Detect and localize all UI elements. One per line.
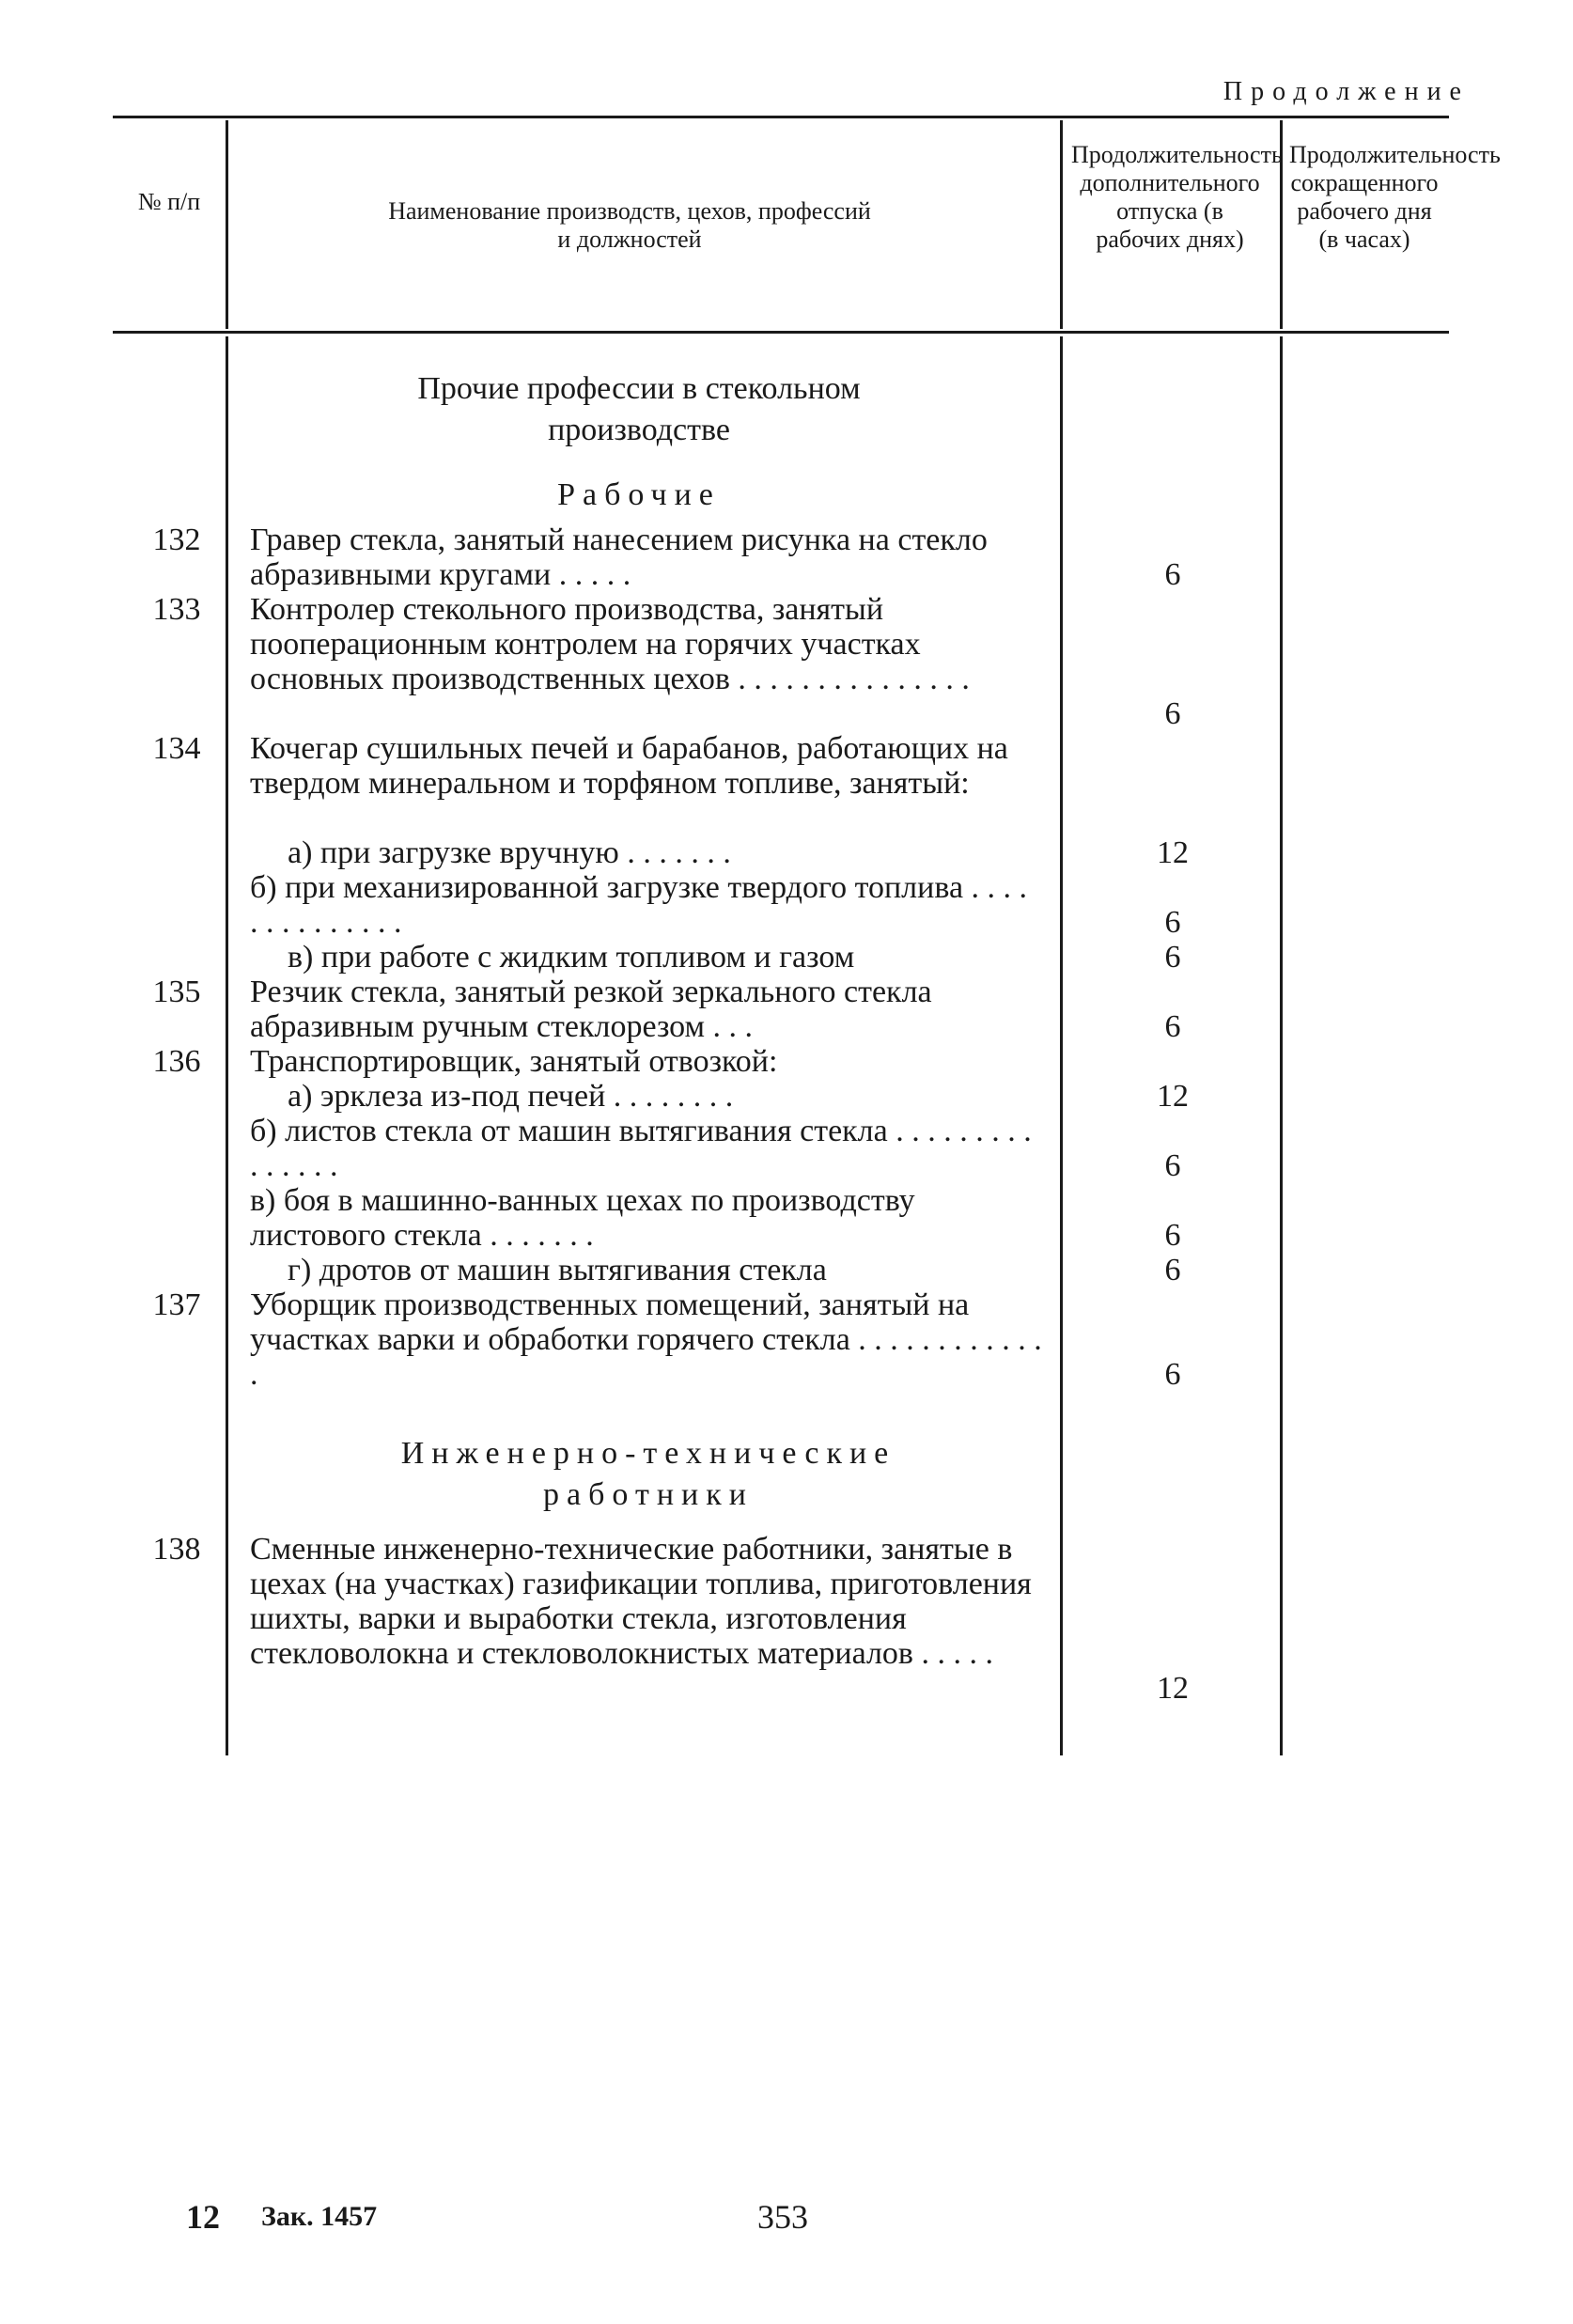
- body-divider-1: [226, 336, 228, 1755]
- order-number: Зак. 1457: [261, 2201, 378, 2232]
- leave-days-value: 6: [1164, 1253, 1181, 1287]
- leave-days-value: 6: [1164, 1148, 1181, 1183]
- leave-days-value: 6: [1164, 1218, 1181, 1253]
- row-number: 136: [152, 1044, 201, 1079]
- subsection-workers: Рабочие: [557, 477, 721, 512]
- row-number: 134: [152, 731, 201, 766]
- leave-days-value: 6: [1164, 1009, 1181, 1044]
- leave-days-value: 6: [1164, 696, 1181, 731]
- subsection-engineers: Инженерно-технические работники: [400, 1436, 896, 1513]
- row-text: а) при загрузке вручную . . . . . . .: [288, 835, 731, 870]
- row-number: 138: [152, 1532, 201, 1567]
- continuation-label: Продолжение: [1223, 77, 1470, 106]
- table-top-rule: [113, 116, 1449, 118]
- body-divider-2: [1060, 336, 1063, 1755]
- leave-days-value: 12: [1157, 835, 1189, 870]
- row-text: Кочегар сушильных печей и барабанов, работающих на твердом минеральном и торфяном топливе, занятый:: [250, 731, 1008, 801]
- row-text: Сменные инженерно-технические работники, занятые в цехах (на участках) газификации топлива, приготовления шихты, варки и выработки стекла, изготовления стекловолокна и стекловолокнистых материалов . . . . .: [250, 1532, 1032, 1671]
- leave-days-value: 6: [1164, 905, 1181, 940]
- leave-days-value: 6: [1164, 1357, 1181, 1392]
- row-text: Контролер стекольного производства, занятый пооперационным контролем на горячих участках основных производственных цехов . . . . . . . . . . . . . . .: [250, 592, 970, 696]
- header-leave: Продолжительность дополнительного отпуска (в рабочих днях): [1071, 141, 1283, 253]
- leave-days-value: 6: [1164, 557, 1181, 592]
- header-name: Наименование производств, цехов, профессий и должностей: [388, 197, 871, 253]
- leave-days-value: 6: [1164, 940, 1181, 975]
- row-text: б) при механизированной загрузке твердого топлива . . . . . . . . . . . . . .: [250, 870, 1028, 940]
- row-text: Гравер стекла, занятый нанесением рисунка на стекло абразивными кругами . . . . .: [250, 523, 988, 592]
- header-number: № п/п: [137, 188, 201, 215]
- header-divider-1: [226, 120, 228, 329]
- row-number: 133: [152, 592, 201, 627]
- row-number: 137: [152, 1287, 201, 1322]
- leave-days-value: 12: [1157, 1671, 1189, 1706]
- row-number: 135: [152, 975, 201, 1009]
- section-title: Прочие профессии в стекольном производстве: [417, 371, 861, 448]
- row-text: Уборщик производственных помещений, занятый на участках варки и обработки горячего стекла . . . . . . . . . . . . .: [250, 1287, 1042, 1392]
- row-text: Транспортировщик, занятый отвозкой:: [250, 1044, 778, 1079]
- table-header-rule: [113, 331, 1449, 334]
- row-text: г) дротов от машин вытягивания стекла: [288, 1253, 827, 1287]
- leave-days-value: 12: [1157, 1079, 1189, 1114]
- header-divider-2: [1060, 120, 1063, 329]
- sheet-number: 12: [186, 2198, 220, 2236]
- header-short-day: Продолжительность сокращенного рабочего дня (в часах): [1289, 141, 1501, 253]
- body-divider-3: [1280, 336, 1283, 1755]
- row-text: б) листов стекла от машин вытягивания стекла . . . . . . . . . . . . . . .: [250, 1114, 1032, 1183]
- row-text: а) эрклеза из-под печей . . . . . . . .: [288, 1079, 734, 1114]
- page-number: 353: [757, 2198, 808, 2236]
- row-text: в) боя в машинно-ванных цехах по производству листового стекла . . . . . . .: [250, 1183, 915, 1253]
- row-number: 132: [152, 523, 201, 557]
- row-text: в) при работе с жидким топливом и газом: [288, 940, 855, 975]
- row-text: Резчик стекла, занятый резкой зеркального стекла абразивным ручным стеклорезом . . .: [250, 975, 932, 1044]
